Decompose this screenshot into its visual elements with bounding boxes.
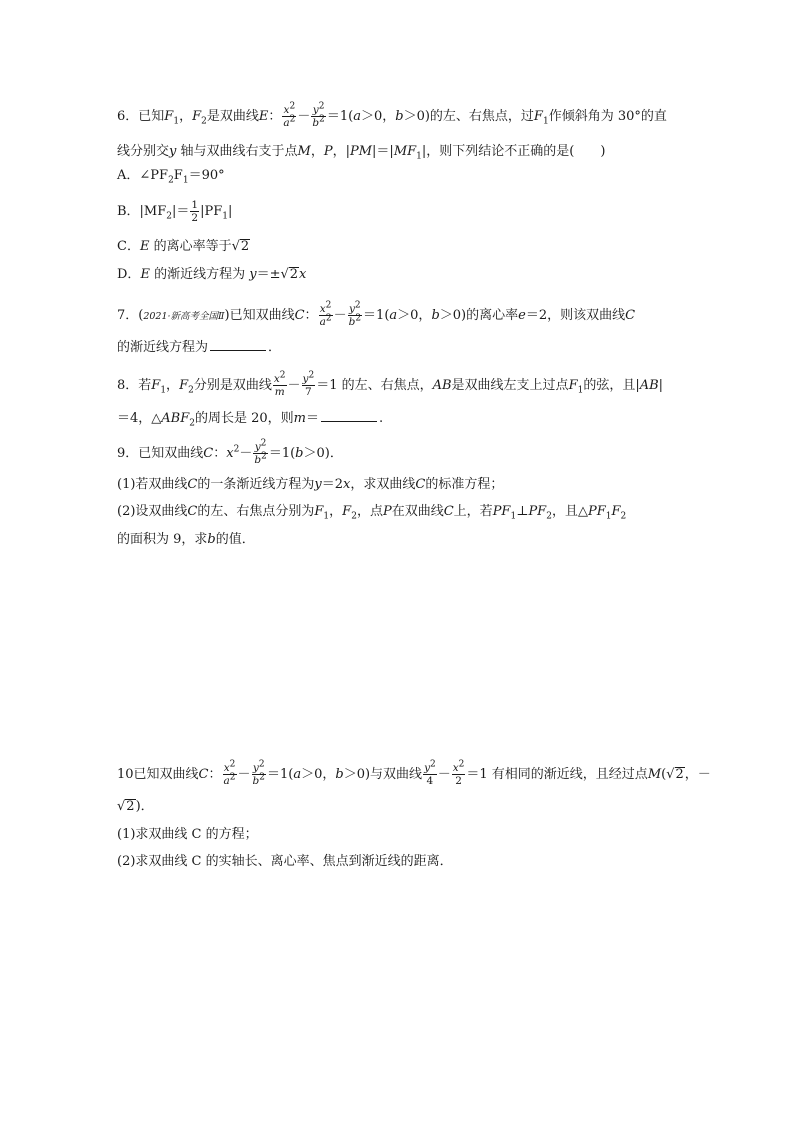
q7-line1: 7．(2021·新高考全国Ⅱ)已知双曲线C： $\frac{x^2}{a^2}$ － $\frac{y^2}{b^2}$ ＝1(a＞0，b＞0)的离心率e＝2，则该双曲线C xyxy=(117,300,636,328)
q6-option-c: C．E 的离心率等于√2 xyxy=(117,237,250,257)
answer-blank[interactable] xyxy=(321,409,377,422)
q7-line2: 的渐近线方程为 ． xyxy=(117,340,282,355)
answer-blank[interactable] xyxy=(210,338,266,351)
q10-sub2: (2)求双曲线 C 的实轴长、离心率、焦点到渐近线的距离． xyxy=(117,854,453,869)
q6-option-a: A．$\angle PF_2F_1=90^\circ$ xyxy=(117,168,225,186)
q8-line1: 8．若$F_1$，$F_2$分别是双曲线 $\frac{x^2}{m}$ － $\frac{y^2}{7}$ ＝1 的左、右焦点，AB是双曲线左支上过点$F_1$的弦，且|AB| xyxy=(117,370,664,398)
q6-line2: 线分别交y 轴与双曲线右支于点M，P，$|PM|=|MF_1|$，则下列结论不正确的是( ) xyxy=(117,144,606,162)
fraction-one-half: $\frac{1}{2}$ xyxy=(191,199,199,224)
q9-sub2: (2)设双曲线C的左、右焦点分别为$F_1$，$F_2$，点P在双曲线C上，若$PF_1\perp PF_2$，且$\triangle PF_1F_2$ xyxy=(117,504,627,522)
q6-line1: 6．已知$F_1$，$F_2$是双曲线E： $\frac{x^2}{a^2}$ － $\frac{y^2}{b^2}$ ＝1(a＞0，b＞0)的左、右焦点，过$F_1$作倾斜角为 30°的直 xyxy=(117,101,667,129)
q10-line2: √2)． xyxy=(117,799,154,814)
sqrt-2: √2 xyxy=(231,239,250,254)
q6-option-b: B．$|MF_2|=$ $\frac{1}{2}$ $|PF_1|$ xyxy=(117,199,233,224)
fraction-x2-a2: $\frac{x^2}{a^2}$ xyxy=(283,101,296,129)
q8-line2: ＝4，$\triangle ABF_2$的周长是 20，则m＝ . xyxy=(117,411,384,429)
q9-line1: 9．已知双曲线C：$x^2-$ $\frac{y^2}{b^2}$ ＝1(b＞0)． xyxy=(117,438,343,466)
q9-sub2-line2: 的面积为 9，求b的值． xyxy=(117,532,255,547)
q6-option-d: D．E 的渐近线方程为 y＝±√2x xyxy=(117,267,307,282)
q10-sub1: (1)求双曲线 C 的方程； xyxy=(117,827,258,842)
fraction-y2-b2: $\frac{y^2}{b^2}$ xyxy=(312,101,325,129)
q9-sub1: (1)若双曲线C的一条渐近线方程为y＝2x，求双曲线C的标准方程； xyxy=(117,477,504,492)
q10-line1: 10已知双曲线C： $\frac{x^2}{a^2}$ － $\frac{y^2}{b^2}$ ＝1(a＞0，b＞0)与双曲线 $\frac{y^2}{4}$ － $\frac{x^2}{2}$ ＝1 有相同的渐近线，且经过点M(√2，－ xyxy=(117,759,711,787)
